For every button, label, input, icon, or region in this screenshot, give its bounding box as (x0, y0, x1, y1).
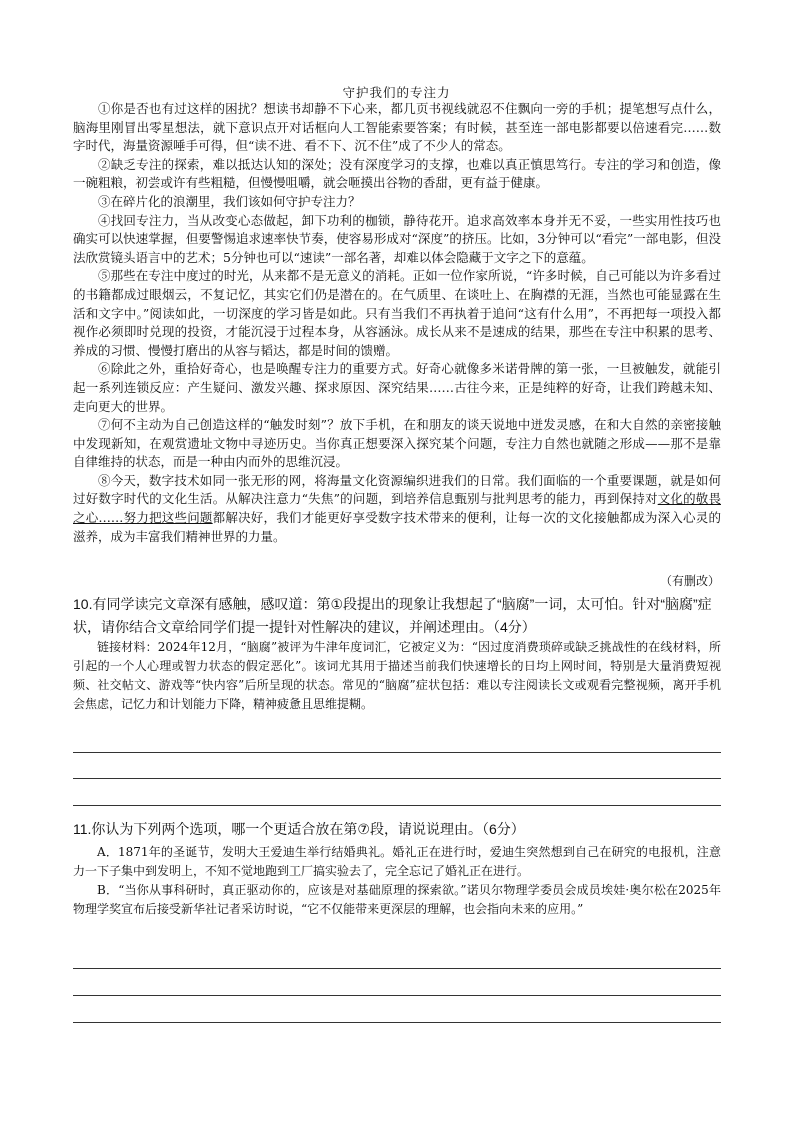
answer-line-11-1[interactable] (73, 968, 721, 969)
question-11-options (73, 843, 721, 919)
paragraph-8-underlined: 文化的敬畏之心……努力把这些问题 (73, 491, 721, 526)
paragraph-8-tail: 都解决好，我们才能更好享受数字技术带来的便利，让每一次的文化接触都成为深入心灵的滋养，成为丰富我们精神世界的力量。 (73, 510, 721, 544)
article-body (73, 100, 721, 546)
option-a: A．1871年的圣诞节，发明大王爱迪生举行结婚典礼。婚礼正在进行时，爱迪生突然想到自己在研究的电报机，注意力一下子集中到发明上，不知不觉地跑到工厂搞实验去了，完全忘记了婚礼正在进行。 (73, 845, 721, 878)
article-paragraph-5: ⑤那些在专注中度过的时光，从来都不是无意义的消耗。正如一位作家所说，“许多时候，自己可能以为许多看过的书籍都成过眼烟云，不复记忆，其实它们仍是潜在的。在气质里、在谈吐上、在胸襟的无涯，当然也可能显露在生活和文字中。”阅读如此，一切深度的学习皆是如此。只有当我们不再执着于追问“这有什么用”，不再把每一项投入都视作必须即时兑现的投资，才能沉浸于过程本身，从容涵泳。成长从来不是速成的结果，那些在专注中积累的思考、养成的习惯、慢慢打磨出的从容与韬达，都是时间的馈赠。 (73, 268, 721, 358)
question-10-prompt: 10.有同学读完文章深有感触，感叹道：第①段提出的现象让我想起了“脑腐”一词，太可怕。针对“脑腐”症状，请你结合文章给同学们提一提针对性解决的建议，并阐述理由。（4分） (73, 596, 712, 635)
option-b: B．“当你从事科研时，真正驱动你的，应该是对基础原理的探索欲。”诺贝尔物理学委员会成员埃娃·奥尔松在2025年物理学奖宣布后接受新华社记者采访时说，“它不仅能带来更深层的理解，也会指向未来的应用。” (73, 883, 721, 916)
article-title: 守护我们的专注力 (342, 85, 451, 100)
article-paragraph-6: ⑥除此之外，重拾好奇心，也是唤醒专注力的重要方式。好奇心就像多米诺骨牌的第一张，一旦被触发，就能引起一系列连锁反应：产生疑问、激发兴趣、探求原因、深究结果……古往今来，正是纯粹的好奇，让我们跨越未知、走向更大的世界。 (73, 361, 721, 414)
article-paragraph-4: ④找回专注力，当从改变心态做起，卸下功利的枷锁，静待花开。追求高效率本身并无不妥，一些实用性技巧也确实可以快速掌握，但要警惕追求速率快节奏，使容易形成对“深度”的挤压。比如，3分钟可以“看完”一部电影，但没法欣赏镜头语言中的艺术；5分钟也可以“速读”一部名著，却难以体会隐藏于文字之下的意蕴。 (73, 212, 721, 265)
answer-line-11-3[interactable] (73, 1022, 721, 1023)
link-material-text: 链接材料：2024年12月，“脑腐”被评为牛津年度词汇，它被定义为：“因过度消费琐碎或缺乏挑战性的在线材料，所引起的一个人心理或智力状态的假定恶化”。该词尤其用于描述当前我们快速增长的日均上网时间，特别是大量消费短视频、社交帖文、游戏等“快内容”后所呈现的状态。常见的“脑腐”症状包括：难以专注阅读长文或观看完整视频，离开手机会焦虑，记忆力和计划能力下降，精神疲惫且思维提糊。 (73, 640, 721, 711)
answer-line-10-1[interactable] (73, 752, 721, 753)
source-note: （有删改） (659, 574, 720, 588)
article-paragraph-7: ⑦何不主动为自己创造这样的“触发时刻”？放下手机，在和朋友的谈天说地中迸发灵感，在和大自然的亲密接触中发现新知，在观赏遗址文物中寻迹历史。当你真正想要深入探究某个问题，专注力自然也就随之形成——那不是靠自律维持的状态，而是一种由内而外的思维沉浸。 (73, 417, 721, 470)
article-paragraph-1: ①你是否也有过这样的困扰？想读书却静不下心来，都几页书视线就忍不住飘向一旁的手机；提笔想写点什么，脑海里刚冒出零星想法，就下意识点开对话框向人工智能索要答案；有时候，甚至连一部电影都要以倍速看完……数字时代，海量资源唾手可得，但“读不进、看不下、沉不住”成了不少人的常态。 (73, 101, 721, 154)
question-10-material (73, 638, 721, 714)
answer-line-10-2[interactable] (73, 778, 721, 779)
question-11-prompt: 11.你认为下列两个选项，哪一个更适合放在第⑦段，请说说理由。（6分） (73, 821, 525, 837)
answer-line-10-3[interactable] (73, 805, 721, 806)
article-paragraph-3: ③在碎片化的浪潮里，我们该如何守护专注力？ (98, 193, 361, 209)
paragraph-8-head: ⑧今天，数字技术如同一张无形的网，将海量文化资源编织进我们的日常。我们面临的一个重要课题，就是如何过好数字时代的文化生活。从解决注意力“失焦”的问题，到培养信息甄别与批判思考的能力，再到保持对 (73, 472, 721, 507)
article-paragraph-2: ②缺乏专注的探索，难以抵达认知的深处；没有深度学习的支撑，也难以真正慎思笃行。专注的学习和创造，像一碗粗粮，初尝或许有些粗糙，但慢慢咀嚼，就会咂摸出谷物的香甜，更有益于健康。 (73, 156, 721, 191)
article-paragraph-8 (73, 472, 721, 546)
answer-line-11-2[interactable] (73, 995, 721, 996)
